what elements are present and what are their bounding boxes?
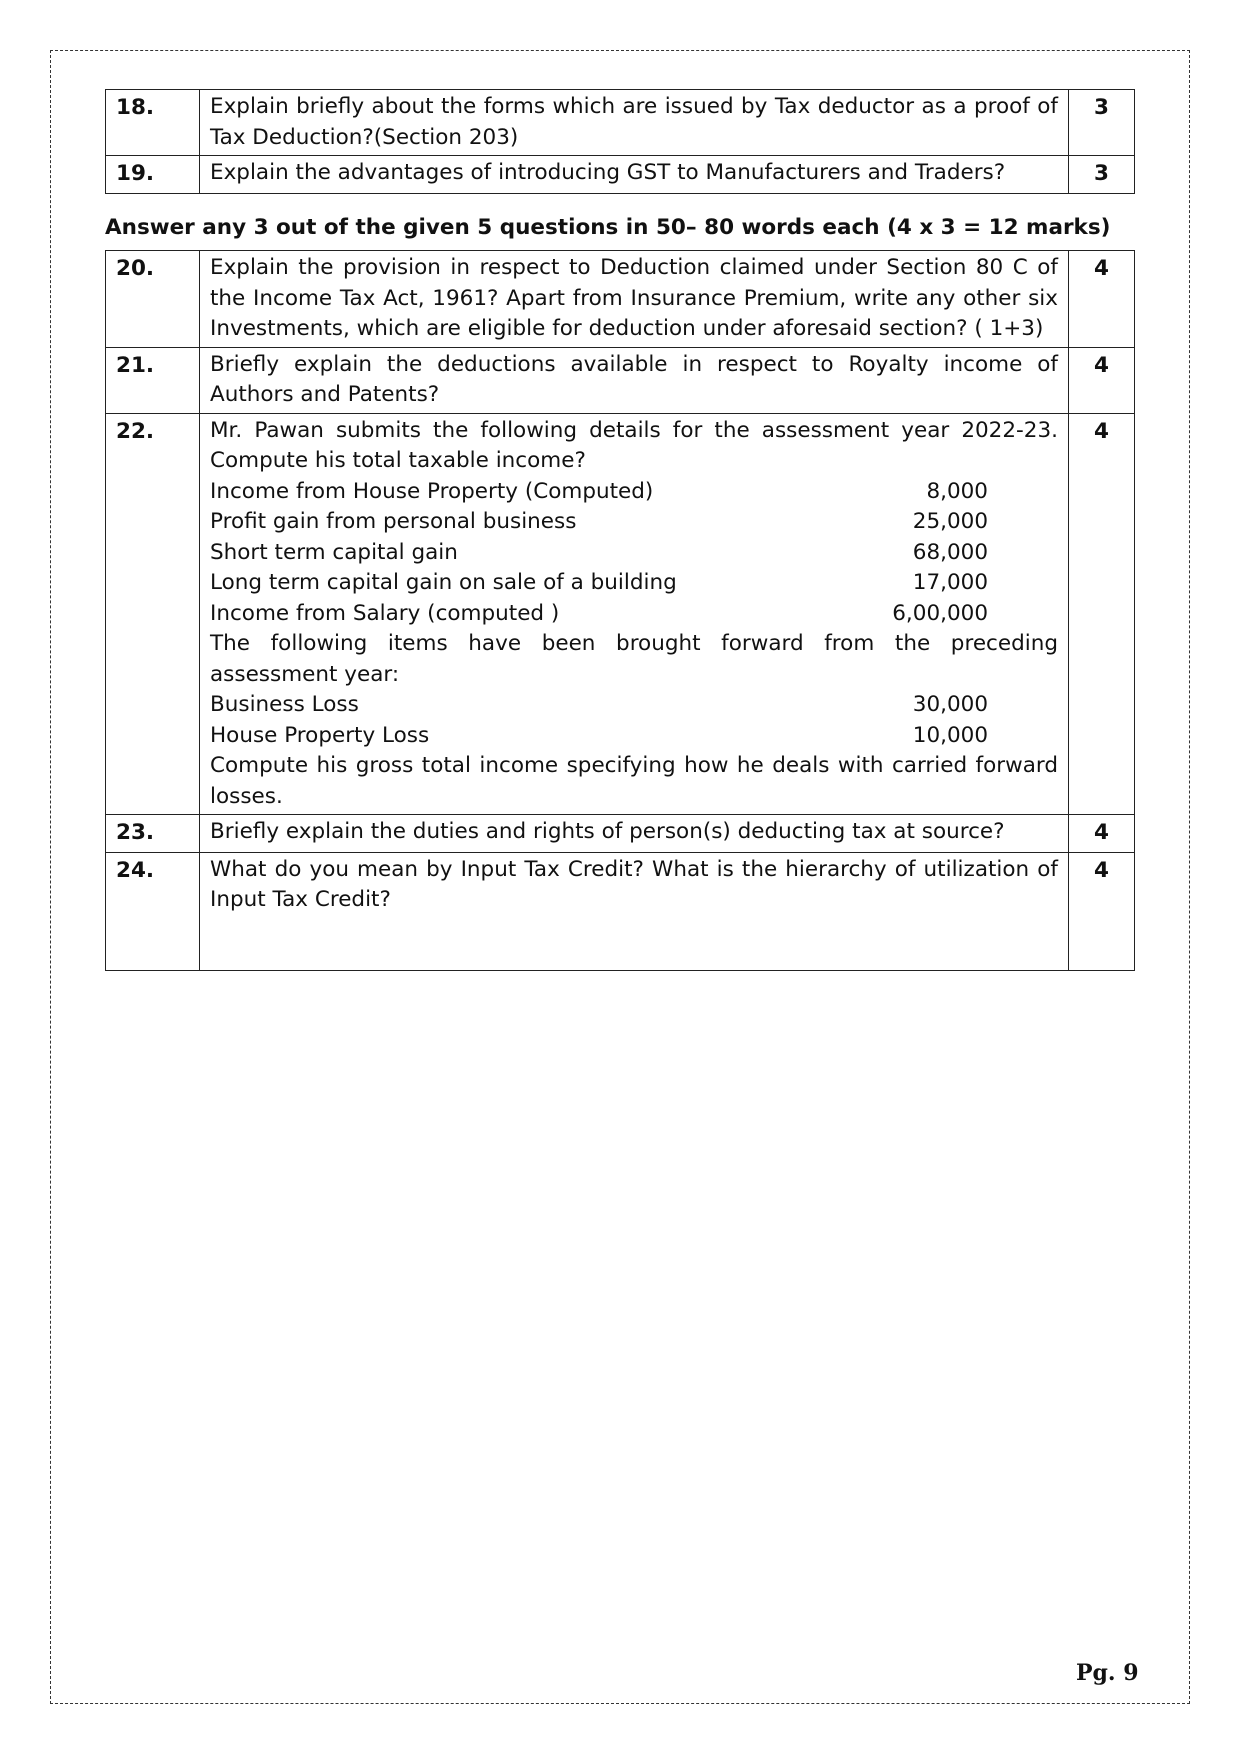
question-number: 18. bbox=[106, 90, 200, 156]
question-text: Briefly explain the deductions available in respect to Royalty income of Authors and Patents? bbox=[200, 347, 1069, 413]
income-item bbox=[210, 599, 1058, 630]
income-amount: 6,00,000 bbox=[892, 600, 988, 626]
loss-label: House Property Loss bbox=[210, 722, 430, 748]
question-number: 20. bbox=[106, 251, 200, 348]
loss-label: Business Loss bbox=[210, 692, 359, 717]
question-text: Explain briefly about the forms which are issued by Tax deductor as a proof of Tax Deduction?(Section 203) bbox=[200, 90, 1069, 156]
loss-item bbox=[210, 721, 1058, 752]
income-item bbox=[210, 538, 1058, 569]
income-item bbox=[210, 507, 1058, 538]
income-amount: 25,000 bbox=[912, 509, 988, 534]
carried-forward-intro: The following items have been brought forward from the preceding assessment year: bbox=[210, 631, 1058, 687]
income-item bbox=[210, 568, 1058, 599]
questions-table-top bbox=[105, 89, 1135, 194]
question-marks: 3 bbox=[1069, 156, 1135, 194]
question-row-20 bbox=[106, 251, 1135, 348]
question-text: What do you mean by Input Tax Credit? What is the hierarchy of utilization of Input Tax Credit? bbox=[200, 852, 1069, 970]
question-row-22 bbox=[106, 413, 1135, 815]
question-intro: Mr. Pawan submits the following details for the assessment year 2022-23. Compute his total taxable income? bbox=[210, 417, 1058, 473]
questions-table-bottom bbox=[105, 250, 1135, 971]
income-label: Income from Salary (computed ) bbox=[210, 600, 560, 626]
question-text: Explain the provision in respect to Deduction claimed under Section 80 C of the Income Tax Act, 1961? Apart from Insurance Premium, write any other six Investments, which are eligible for deduction under aforesaid section? ( 1+3) bbox=[200, 251, 1069, 348]
question-row-23 bbox=[106, 815, 1135, 853]
loss-amount: 30,000 bbox=[912, 692, 988, 717]
question-text: Explain the advantages of introducing GST to Manufacturers and Traders? bbox=[200, 156, 1069, 194]
question-row-24 bbox=[106, 852, 1135, 970]
question-number: 21. bbox=[106, 347, 200, 413]
question-row-18 bbox=[106, 90, 1135, 156]
income-label: Profit gain from personal business bbox=[210, 509, 577, 534]
question-marks: 4 bbox=[1069, 413, 1135, 815]
question-marks: 4 bbox=[1069, 251, 1135, 348]
question-text: Briefly explain the duties and rights of person(s) deducting tax at source? bbox=[200, 815, 1069, 853]
question-number: 24. bbox=[106, 852, 200, 970]
question-number: 22. bbox=[106, 413, 200, 815]
question-closing: Compute his gross total income specifying how he deals with carried forward losses. bbox=[210, 753, 1058, 809]
income-amount: 17,000 bbox=[912, 570, 988, 595]
page-number: Pg. 9 bbox=[1076, 1660, 1139, 1686]
question-marks: 4 bbox=[1069, 347, 1135, 413]
question-row-19 bbox=[106, 156, 1135, 194]
loss-amount: 10,000 bbox=[912, 722, 988, 748]
question-marks: 3 bbox=[1069, 90, 1135, 156]
question-number: 23. bbox=[106, 815, 200, 853]
income-item bbox=[210, 477, 1058, 508]
question-row-21 bbox=[106, 347, 1135, 413]
loss-item bbox=[210, 690, 1058, 721]
section-heading: Answer any 3 out of the given 5 questions in 50– 80 words each (4 x 3 = 12 marks) bbox=[105, 215, 1111, 240]
question-body bbox=[200, 413, 1069, 815]
question-number: 19. bbox=[106, 156, 200, 194]
income-label: Short term capital gain bbox=[210, 539, 458, 565]
question-marks: 4 bbox=[1069, 815, 1135, 853]
income-label: Long term capital gain on sale of a building bbox=[210, 570, 677, 595]
question-marks: 4 bbox=[1069, 852, 1135, 970]
income-amount: 68,000 bbox=[912, 539, 988, 565]
income-amount: 8,000 bbox=[926, 478, 988, 504]
income-label: Income from House Property (Computed) bbox=[210, 478, 654, 504]
